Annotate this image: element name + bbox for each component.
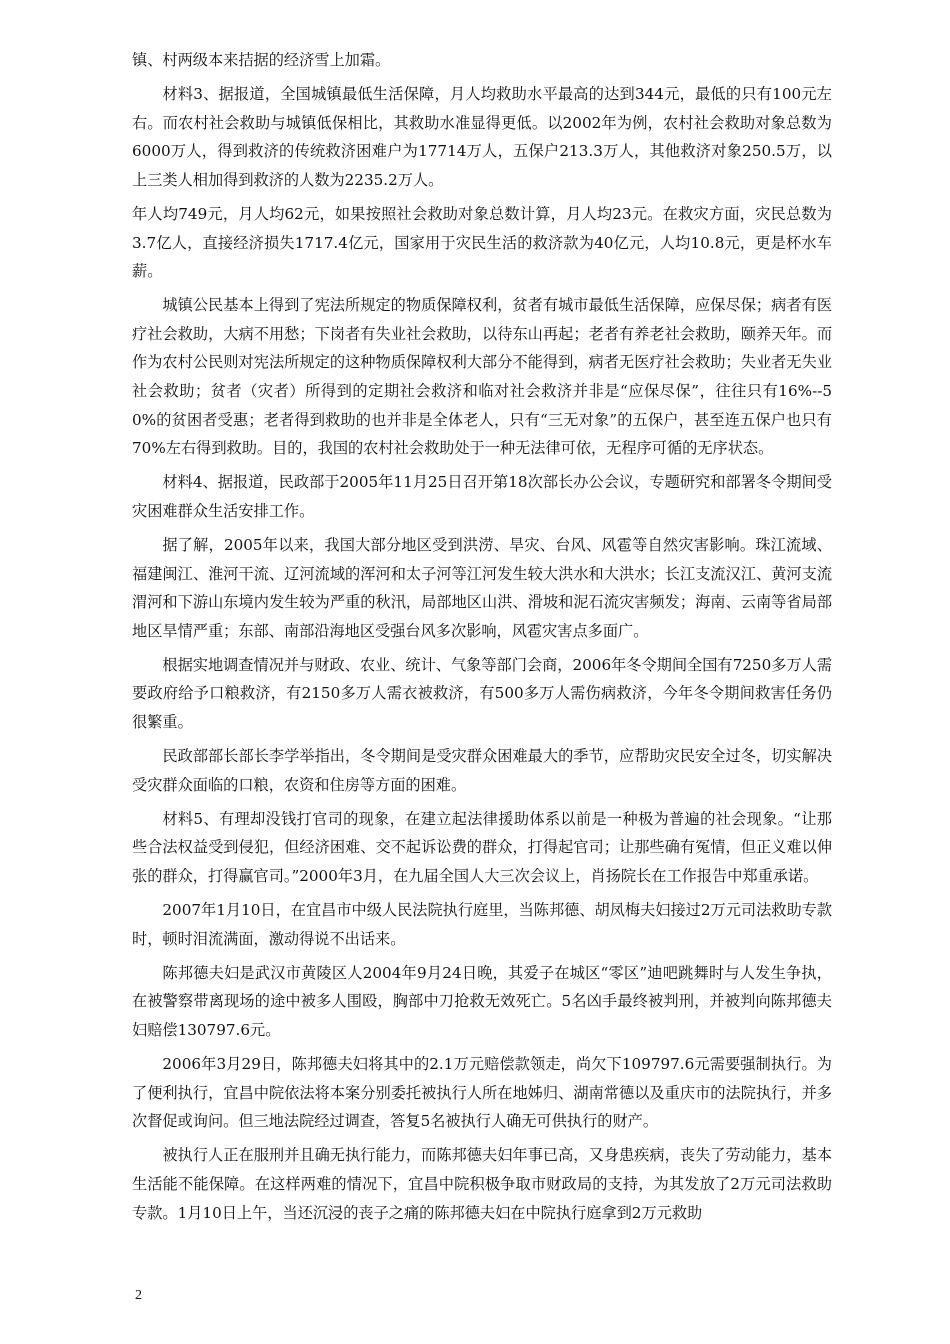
paragraph: 被执行人正在服刑并且确无执行能力，而陈邦德夫妇年事已高，又身患疾病，丧失了劳动能力，基本生活能不能保障。在这样两难的情况下，宜昌中院积极争取市财政局的支持，为其发放了2万元司法救助专款。1月10日上午，当还沉浸的丧子之痛的陈邦德夫妇在中院执行庭拿到2万元救助 [132, 1146, 832, 1222]
document-body [132, 46, 832, 1233]
paragraph: 年人均749元，月人均62元，如果按照社会救助对象总数计算，月人均23元。在救灾方面，灾民总数为3.7亿人，直接经济损失1717.4亿元，国家用于灾民生活的救济款为40亿元，人均10.8元，更是杯水车薪。 [132, 204, 832, 281]
paragraph: 陈邦德夫妇是武汉市黄陵区人2004年9月24日晚，其爱子在城区“零区”迪吧跳舞时与人发生争执，在被警察带离现场的途中被多人围殴，胸部中刀抢救无效死亡。5名凶手最终被判刑，并被判向陈邦德夫妇赔偿130797.6元。 [132, 963, 832, 1039]
paragraph: 根据实地调查情况并与财政、农业、统计、气象等部门会商，2006年冬令期间全国有7250多万人需要政府给予口粮救济，有2150多万人需衣被救济，有500多万人需伤病救济，今年冬令期间救害任务仍很繁重。 [132, 655, 833, 732]
paragraph: 镇、村两级本来拮据的经济雪上加霜。 [132, 51, 391, 69]
paragraph: 民政部部长部长李学举指出，冬令期间是受灾群众困难最大的季节，应帮助灾民安全过冬，切实解决受灾群众面临的口粮，农资和住房等方面的困难。 [132, 747, 832, 794]
paragraph: 2007年1月10日，在宜昌市中级人民法院执行庭里，当陈邦德、胡凤梅夫妇接过2万元司法救助专款时，顿时泪流满面，激动得说不出话来。 [132, 901, 833, 948]
paragraph: 材料5、有理却没钱打官司的现象，在建立起法律援助体系以前是一种极为普遍的社会现象。“让那些合法权益受到侵犯，但经济困难、交不起诉讼费的群众，打得起官司；让那些确有冤情，但正义难以伸张的群众，打得赢官司。”2000年3月，在九届全国人大三次会议上，肖扬院长在工作报告中郑重承诺。 [132, 809, 832, 886]
page-number: 2 [135, 1288, 142, 1303]
paragraph: 据了解，2005年以来，我国大部分地区受到洪涝、旱灾、台风、风雹等自然灾害影响。珠江流域、福建闽江、淮河干流、辽河流域的浑河和太子河等江河发生较大洪水和大洪水；长江支流汉江、黄河支流渭河和下游山东境内发生较为严重的秋汛，局部地区山洪、滑坡和泥石流灾害频发；海南、云南等省局部地区旱情严重；东部、南部沿海地区受强台风多次影响，风雹灾害点多面广。 [132, 536, 832, 640]
paragraph: 城镇公民基本上得到了宪法所规定的物质保障权利，贫者有城市最低生活保障，应保尽保；病者有医疗社会救助，大病不用愁；下岗者有失业社会救助，以待东山再起；老者有养老社会救助，颐养天年。而作为农村公民则对宪法所规定的这种物质保障权利大部分不能得到，病者无医疗社会救助；失业者无失业社会救助；贫者（灾者）所得到的定期社会救济和临对社会救济并非是“应保尽保”，往往只有16%--50%的贫困者受惠；老者得到救助的也并非是全体老人，只有“三无对象”的五保户，甚至连五保户也只有70%左右得到救助。目的，我国的农村社会救助处于一种无法律可依，无程序可循的无序状态。 [132, 296, 832, 458]
paragraph: 2006年3月29日，陈邦德夫妇将其中的2.1万元赔偿款领走，尚欠下109797.6元需要强制执行。为了便利执行，宜昌中院依法将本案分别委托被执行人所在地姊归、湖南常德以及重庆市的法院执行，并多次督促或询问。但三地法院经过调查，答复5名被执行人确无可供执行的财产。 [132, 1055, 832, 1131]
paragraph: 材料4、据报道，民政部于2005年11月25日召开第18次部长办公会议，专题研究和部署冬令期间受灾困难群众生活安排工作。 [132, 473, 832, 520]
paragraph: 材料3、据报道，全国城镇最低生活保障，月人均救助水平最高的达到344元，最低的只有100元左右。而农村社会救助与城镇低保相比，其救助水准显得更低。以2002年为例，农村社会救助对象总数为6000万人，得到救济的传统救济困难户为17714万人，五保户213.3万人，其他救济对象250.5万，以上三类人相加得到救济的人数为2235.2万人。 [132, 85, 832, 189]
